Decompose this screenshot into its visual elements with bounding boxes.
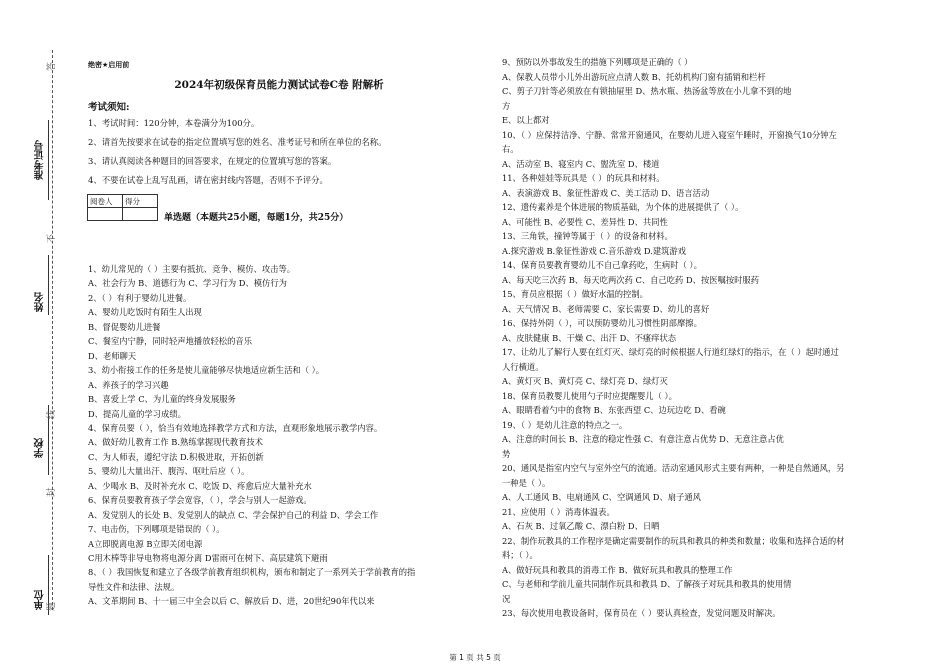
question-line: 22、制作玩教具的工作程序是确定需要制作的玩具和教具的种类和数量；收集和选择合适的材 <box>502 535 845 546</box>
question-line: A、少喝水 B、及时补充水 C、吃饭 D、疼愈后应大量补充水 <box>88 480 312 491</box>
question-line: 一种是（ ）。 <box>502 477 551 488</box>
question-line: 6、保育员要教育孩子学会宽容，（ ），学会与别人一起游戏。 <box>88 495 312 506</box>
question-line: A、做好玩具和教具的消毒工作 B、做好玩具和教具的整理工作 <box>502 564 733 575</box>
question-line: A、可能性 B、必要性 C、差异性 D、共同性 <box>502 216 668 227</box>
question-line: A立即脱离电源 B立即关闭电源 <box>88 538 203 549</box>
question-line: 20、通风是指室内空气与室外空气的流通。活动室通风形式主要有两种，一种是自然通风，另 <box>502 463 845 473</box>
question-line: 10、（ ）应保持洁净、宁静、常常开窗通风，在婴幼儿进入寝室午睡时，开窗换气10分钟左 <box>502 129 837 140</box>
question-line: 19、（ ）是幼儿注意的特点之一。 <box>502 419 628 430</box>
question-line: A、发觉别人的长处 B、发觉别人的缺点 C、学会保护自己的利益 D、学会工作 <box>88 509 379 520</box>
question-line: A、文革期间 B、十一届三中全会以后 C、解放后 D、进，20世纪90年代以来 <box>88 596 375 607</box>
question-line: A、石灰 B、过氧乙酸 C、漂白粉 D、日晒 <box>502 521 660 531</box>
question-line: A、黄灯灭 B、黄灯亮 C、绿灯亮 D、绿灯灭 <box>502 376 668 386</box>
question-line: 2、（ ）有利于婴幼儿进餐。 <box>88 292 192 303</box>
question-line: 17、让幼儿了解行人要在红灯灭、绿灯亮的时候根据人行道红绿灯的指示，在（ ）起时通过 <box>502 347 839 357</box>
exam-number-blank <box>48 120 49 200</box>
question-line: C、与老师和学前儿童共同制作玩具和教具 D、了解孩子对玩具和教具的使用情 <box>502 579 792 589</box>
name-blank <box>48 255 49 315</box>
question-line: 7、电击伤，下列哪项是错误的（ ）。 <box>88 524 225 535</box>
question-line: 8、（ ）我国恢复和建立了各级学前教育组织机构，颁布和制定了一系列关于学前教育的指 <box>88 567 416 578</box>
question-line: A、做好幼儿教育工作 B.熟练掌握现代教育技术 <box>88 437 264 448</box>
question-line: 12、遗传素养是个体进展的物质基础，为个体的进展提供了（ ）。 <box>502 202 744 212</box>
unit-label: 单位 <box>35 590 46 610</box>
section-heading: 单选题（本题共25小题，每题1分，共25分） <box>164 213 349 223</box>
question-line: C用木棒等非导电物将电源分离 D雷雨可在树下、高层建筑下避雨 <box>88 553 328 563</box>
notice-heading: 考试须知: <box>88 102 130 113</box>
notice-item: 3、请认真阅读各种题目的回答要求，在规定的位置填写您的答案。 <box>88 156 337 166</box>
question-line: A、社会行为 B、道德行为 C、学习行为 D、模仿行为 <box>88 278 287 289</box>
question-line: A、每天吃三次药 B、每天吃两次药 C、自己吃药 D、按医嘱按时服药 <box>502 274 760 285</box>
margin-mark-bu: 不 <box>47 233 58 244</box>
question-line: 21、应使用（ ）消毒体温表。 <box>502 506 615 517</box>
question-line: 势 <box>502 448 511 459</box>
margin-mark-feng: 封 <box>47 487 58 498</box>
question-line: E、以上都对 <box>502 115 550 125</box>
question-line: A、活动室 B、寝室内 C、盥洗室 D、楼道 <box>502 158 660 169</box>
question-line: 1、幼儿常见的（ ）主要有抵抗、竞争、模仿、攻击等。 <box>88 264 296 274</box>
question-line: A、养孩子的学习兴趣 <box>88 379 169 390</box>
school-label: 学校 <box>35 438 46 458</box>
question-line: 9、预防以外事故发生的措施下列哪项是正确的（ ） <box>502 57 693 67</box>
score-table <box>87 194 158 221</box>
question-line: 23、每次使用电教设备时，保育员在（ ）要认真检查，发觉问题及时解决。 <box>502 608 781 618</box>
question-line: A、保教人员带小儿外出游玩应点清人数 B、托幼机构门窗有插销和栏杆 <box>502 71 766 82</box>
question-line: C、餐室内宁静，同时轻声地播放轻松的音乐 <box>88 336 252 347</box>
question-line: A、注意的时间长 B、注意的稳定性强 C、有意注意占优势 D、无意注意占优 <box>502 434 784 444</box>
margin-mark-da: 答 <box>47 61 58 72</box>
binding-margin <box>0 0 70 671</box>
exam-number-label: 准考证号 <box>35 140 46 180</box>
question-line: A、婴幼儿吃饭时有陌生人出现 <box>88 307 202 318</box>
question-line: 4、保育员要（ ），恰当有效地选择教学方式和方法，直观形象地展示教学内容。 <box>88 422 383 433</box>
grader-label: 阅卷人 <box>88 195 123 208</box>
question-line: 15、育员应根据（ ）做好水温的控制。 <box>502 289 648 299</box>
question-line: B、督促婴幼儿进餐 <box>88 321 161 332</box>
question-line: 14、保育员要教育婴幼儿不自己拿药吃，生病时（ ）。 <box>502 260 702 270</box>
name-label: 姓名 <box>35 292 46 312</box>
page-title: 2024年初级保育员能力测试试卷C卷 附解析 <box>174 79 384 91</box>
question-line: 况 <box>502 593 511 604</box>
seal-line <box>52 50 53 610</box>
question-line: A、人工通风 B、电扇通风 C、空调通风 D、扇子通风 <box>502 492 701 502</box>
margin-mark-xian: 线 <box>47 409 58 420</box>
question-line: 18、保育员教婴儿使用勺子时应提醒婴儿（ ）。 <box>502 390 677 401</box>
notice-item: 1、考试时间：120分钟，本卷满分为100分。 <box>88 118 260 128</box>
question-line: D、提高儿童的学习成绩。 <box>88 408 186 419</box>
question-line: C、为人师表，遵纪守法 D.积极进取，开拓创新 <box>88 451 264 462</box>
question-line: B、喜爱上学 C、为儿童的终身发展服务 <box>88 394 236 405</box>
page-footer: 第 1 页 共 5 页 <box>449 653 501 662</box>
question-line: 3、幼小衔接工作的任务是使儿童能够尽快地适应新生活和（ ）。 <box>88 365 325 376</box>
question-line: A、皮肤健康 B、干燥 C、出汗 D、不瘙痒状态 <box>502 332 677 343</box>
grader-cell <box>88 208 123 221</box>
question-line: 13、三角铁，撞钟等属于（ ）的设备和材料。 <box>502 231 673 241</box>
question-line: A、表演游戏 B、象征性游戏 C、美工活动 D、语言活动 <box>502 187 710 198</box>
notice-item: 2、请首先按要求在试卷的指定位置填写您的姓名、准考证号和所在单位的名称。 <box>88 137 387 147</box>
secret-mark: 绝密★启用前 <box>88 61 130 69</box>
question-line: 料；（ ）。 <box>502 550 538 560</box>
question-line: 16、保持外阴（ ），可以预防婴幼儿习惯性阴部摩擦。 <box>502 318 702 328</box>
question-line: 方 <box>502 100 511 111</box>
question-line: 11、各种娃娃等玩具是（ ）的玩具和材料。 <box>502 173 665 183</box>
question-line: A、眼睛看着勺中的食物 B、东张西望 C、边玩边吃 D、看碗 <box>502 405 726 415</box>
notice-item: 4、不要在试卷上乱写乱画，请在密封线内答题，否则不予评分。 <box>88 175 328 185</box>
question-line: 人行横道。 <box>502 361 544 372</box>
question-line: A.探究游戏 B.象征性游戏 C.音乐游戏 D.建筑游戏 <box>502 245 687 256</box>
margin-mark-ti: 题 <box>47 601 58 612</box>
question-line: 右。 <box>502 144 519 154</box>
question-line: 导性文件和法律、法规。 <box>88 581 180 592</box>
score-cell <box>123 208 158 221</box>
question-line: C、剪子刀针等必须放在有锁抽屉里 D、热水瓶、热汤盆等放在小儿拿不到的地 <box>502 86 792 96</box>
question-line: 5、婴幼儿大量出汗、腹泻、呕吐后应（ ）。 <box>88 466 250 477</box>
question-line: D、老师聊天 <box>88 350 137 361</box>
score-label: 得分 <box>123 195 158 208</box>
question-line: A、天气情况 B、老师需要 C、家长需要 D、幼儿的喜好 <box>502 303 710 314</box>
